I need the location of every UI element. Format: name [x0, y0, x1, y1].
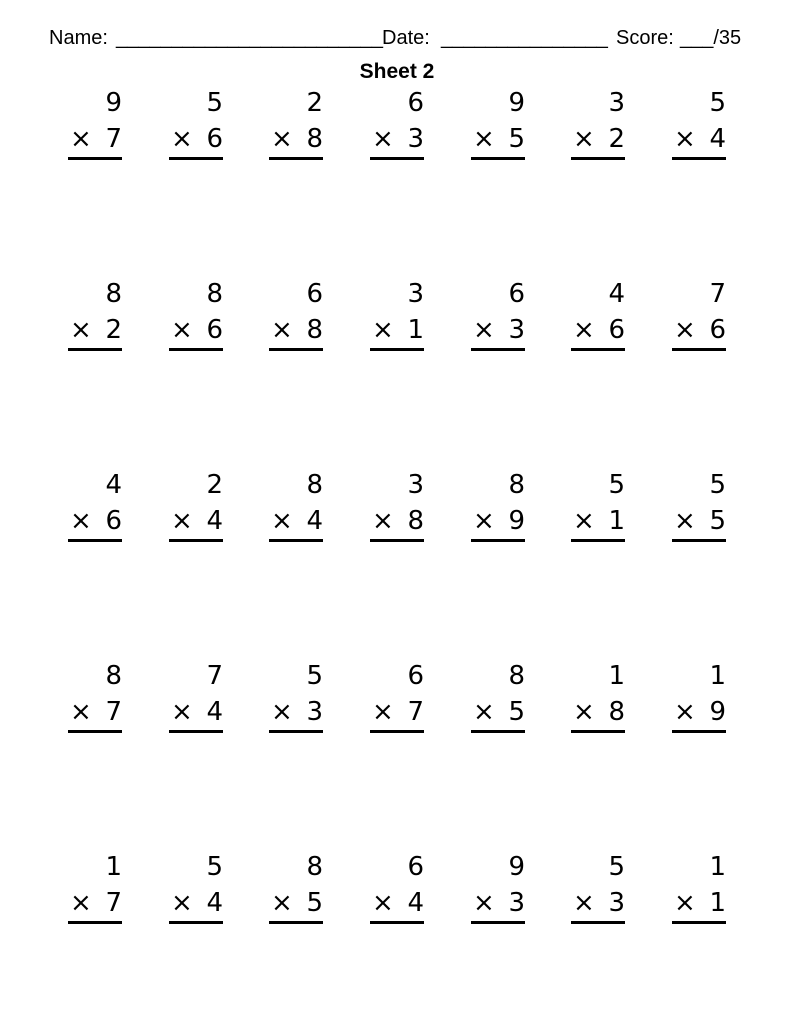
multiplicand: 6: [508, 279, 525, 309]
multiplier: 1: [608, 506, 625, 536]
answer-line: [269, 157, 323, 160]
answer-line: [471, 157, 525, 160]
answer-line: [672, 157, 726, 160]
multiply-sign: ×: [70, 506, 92, 536]
multiply-sign: ×: [473, 506, 495, 536]
multiplicand: 4: [608, 279, 625, 309]
multiplicand: 5: [206, 852, 223, 882]
multiplicand: 2: [306, 88, 323, 118]
multiplier: 4: [206, 506, 223, 536]
multiplicand: 5: [206, 88, 223, 118]
multiply-sign: ×: [171, 506, 193, 536]
problem: [370, 470, 426, 550]
multiply-sign: ×: [473, 315, 495, 345]
multiplicand: 8: [306, 852, 323, 882]
multiplier: 6: [206, 315, 223, 345]
problem: [571, 88, 627, 168]
answer-line: [68, 730, 122, 733]
multiplicand: 8: [306, 470, 323, 500]
answer-line: [571, 157, 625, 160]
problem: [471, 852, 527, 932]
answer-line: [169, 921, 223, 924]
multiply-sign: ×: [573, 888, 595, 918]
multiplier: 2: [608, 124, 625, 154]
multiplicand: 9: [508, 88, 525, 118]
multiply-sign: ×: [271, 888, 293, 918]
multiplier: 3: [306, 697, 323, 727]
problem: [471, 661, 527, 741]
name-field-line: ________________________: [116, 27, 383, 49]
multiply-sign: ×: [171, 315, 193, 345]
multiply-sign: ×: [674, 124, 696, 154]
multiply-sign: ×: [573, 315, 595, 345]
problem: [68, 279, 124, 359]
multiplier: 8: [608, 697, 625, 727]
multiply-sign: ×: [70, 697, 92, 727]
problem: [571, 852, 627, 932]
multiplier: 7: [105, 124, 122, 154]
answer-line: [471, 539, 525, 542]
multiply-sign: ×: [171, 124, 193, 154]
multiply-sign: ×: [573, 124, 595, 154]
multiply-sign: ×: [271, 697, 293, 727]
multiply-sign: ×: [372, 697, 394, 727]
multiplicand: 1: [709, 852, 726, 882]
answer-line: [68, 157, 122, 160]
multiply-sign: ×: [573, 697, 595, 727]
multiplicand: 8: [206, 279, 223, 309]
multiplier: 4: [407, 888, 424, 918]
multiplier: 3: [407, 124, 424, 154]
answer-line: [471, 921, 525, 924]
multiply-sign: ×: [674, 888, 696, 918]
multiplicand: 5: [608, 852, 625, 882]
multiplicand: 8: [508, 661, 525, 691]
multiplier: 8: [407, 506, 424, 536]
multiplicand: 7: [709, 279, 726, 309]
answer-line: [571, 348, 625, 351]
answer-line: [269, 348, 323, 351]
answer-line: [68, 921, 122, 924]
multiplicand: 9: [508, 852, 525, 882]
multiplier: 6: [709, 315, 726, 345]
multiply-sign: ×: [372, 315, 394, 345]
sheet-title: Sheet 2: [359, 60, 435, 83]
answer-line: [672, 921, 726, 924]
multiplicand: 8: [105, 661, 122, 691]
problem: [68, 852, 124, 932]
problem: [471, 88, 527, 168]
multiplier: 3: [608, 888, 625, 918]
multiply-sign: ×: [70, 315, 92, 345]
problem: [471, 470, 527, 550]
answer-line: [471, 730, 525, 733]
multiply-sign: ×: [171, 888, 193, 918]
problem: [68, 661, 124, 741]
multiplicand: 2: [206, 470, 223, 500]
multiply-sign: ×: [473, 124, 495, 154]
multiply-sign: ×: [271, 124, 293, 154]
problem: [672, 279, 728, 359]
problem: [672, 661, 728, 741]
answer-line: [370, 539, 424, 542]
problem: [169, 279, 225, 359]
multiplicand: 5: [709, 88, 726, 118]
score-label: Score:: [616, 27, 674, 49]
problem: [68, 88, 124, 168]
problem: [672, 470, 728, 550]
multiplier: 5: [508, 697, 525, 727]
multiplier: 2: [105, 315, 122, 345]
problem: [169, 852, 225, 932]
multiply-sign: ×: [70, 124, 92, 154]
multiplicand: 6: [407, 661, 424, 691]
multiplier: 6: [206, 124, 223, 154]
answer-line: [571, 730, 625, 733]
multiply-sign: ×: [473, 888, 495, 918]
answer-line: [672, 348, 726, 351]
multiply-sign: ×: [674, 697, 696, 727]
score-field-line: ___/35: [680, 27, 742, 49]
answer-line: [672, 539, 726, 542]
answer-line: [169, 730, 223, 733]
multiply-sign: ×: [674, 506, 696, 536]
problem: [269, 470, 325, 550]
multiplier: 1: [709, 888, 726, 918]
multiply-sign: ×: [674, 315, 696, 345]
multiplicand: 9: [105, 88, 122, 118]
multiply-sign: ×: [473, 697, 495, 727]
problem: [269, 852, 325, 932]
multiplicand: 1: [608, 661, 625, 691]
answer-line: [571, 539, 625, 542]
multiply-sign: ×: [70, 888, 92, 918]
answer-line: [370, 921, 424, 924]
multiplier: 9: [508, 506, 525, 536]
multiply-sign: ×: [573, 506, 595, 536]
problem: [370, 279, 426, 359]
multiplicand: 5: [608, 470, 625, 500]
multiplicand: 7: [206, 661, 223, 691]
multiply-sign: ×: [271, 506, 293, 536]
multiply-sign: ×: [271, 315, 293, 345]
multiplier: 3: [508, 888, 525, 918]
answer-line: [672, 730, 726, 733]
multiply-sign: ×: [372, 506, 394, 536]
answer-line: [370, 730, 424, 733]
multiplier: 6: [608, 315, 625, 345]
multiplier: 3: [508, 315, 525, 345]
problem: [370, 852, 426, 932]
multiplicand: 3: [407, 279, 424, 309]
multiplicand: 1: [709, 661, 726, 691]
multiplier: 7: [105, 888, 122, 918]
problem: [169, 470, 225, 550]
problem: [269, 661, 325, 741]
multiplicand: 3: [608, 88, 625, 118]
answer-line: [169, 539, 223, 542]
multiplicand: 3: [407, 470, 424, 500]
multiplicand: 6: [407, 88, 424, 118]
multiplicand: 6: [306, 279, 323, 309]
problem: [269, 88, 325, 168]
multiplicand: 4: [105, 470, 122, 500]
multiplier: 1: [407, 315, 424, 345]
multiplier: 5: [306, 888, 323, 918]
answer-line: [471, 348, 525, 351]
problem: [571, 661, 627, 741]
date-label: Date:: [382, 27, 430, 49]
answer-line: [370, 157, 424, 160]
problem: [169, 661, 225, 741]
problem: [269, 279, 325, 359]
answer-line: [269, 921, 323, 924]
answer-line: [169, 348, 223, 351]
answer-line: [169, 157, 223, 160]
multiplier: 4: [206, 888, 223, 918]
date-field-line: _______________: [441, 27, 608, 49]
multiplier: 7: [407, 697, 424, 727]
problem: [672, 88, 728, 168]
multiply-sign: ×: [372, 124, 394, 154]
multiplier: 8: [306, 315, 323, 345]
multiplier: 6: [105, 506, 122, 536]
multiplicand: 8: [508, 470, 525, 500]
multiplier: 5: [508, 124, 525, 154]
problem: [370, 661, 426, 741]
answer-line: [269, 539, 323, 542]
answer-line: [269, 730, 323, 733]
multiplier: 4: [306, 506, 323, 536]
multiplicand: 6: [407, 852, 424, 882]
multiplicand: 1: [105, 852, 122, 882]
answer-line: [68, 348, 122, 351]
multiplier: 7: [105, 697, 122, 727]
problem: [571, 279, 627, 359]
multiply-sign: ×: [372, 888, 394, 918]
answer-line: [68, 539, 122, 542]
problem: [169, 88, 225, 168]
problem: [370, 88, 426, 168]
answer-line: [571, 921, 625, 924]
problem: [571, 470, 627, 550]
multiplicand: 5: [306, 661, 323, 691]
problem: [471, 279, 527, 359]
multiplicand: 5: [709, 470, 726, 500]
multiplier: 4: [709, 124, 726, 154]
problem: [672, 852, 728, 932]
problem: [68, 470, 124, 550]
multiplicand: 8: [105, 279, 122, 309]
multiplier: 9: [709, 697, 726, 727]
name-label: Name:: [49, 27, 108, 49]
multiply-sign: ×: [171, 697, 193, 727]
multiplier: 8: [306, 124, 323, 154]
answer-line: [370, 348, 424, 351]
multiplier: 5: [709, 506, 726, 536]
multiplier: 4: [206, 697, 223, 727]
